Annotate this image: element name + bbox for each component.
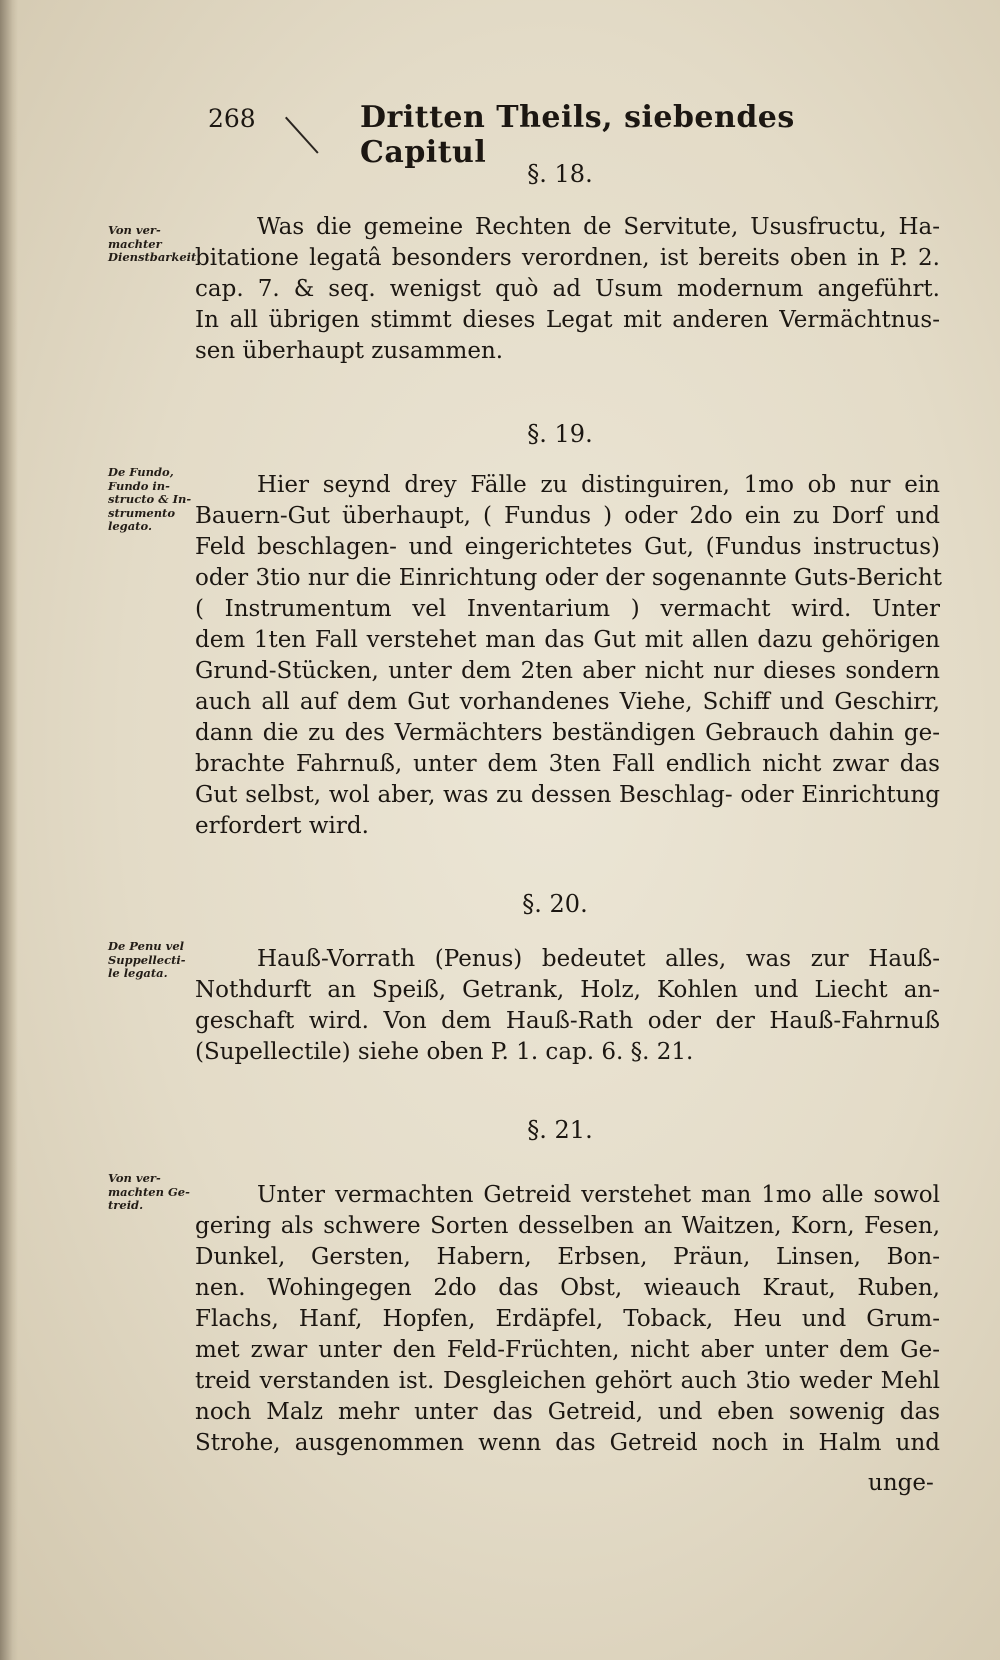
page-gutter-shadow [0,0,18,1660]
paragraph-20: Hauß-Vorrath (Penus) bedeutet alles, was zur Hauß- Nothdurft an Speiß, Getrank, Holz, Kohlen und Liecht an- geschaft wird. Von dem Hauß-Rath oder der Hauß-Fahrnuß (Supellectile) siehe oben P. 1. cap. 6. §. 21. [195,946,940,1065]
margin-note-19: De Fundo, Fundo in- structo & In- strumento legato. [108,465,192,533]
page-header [190,100,810,170]
paragraph-19: Hier seynd drey Fälle zu distinguiren, 1mo ob nur ein Bauern-Gut überhaupt, ( Fundus ) oder 2do ein zu Dorf und Feld beschlagen- und eingerichtetes Gut, (Fundus instructus) oder 3tio nur die Einrichtung oder der sogenannte Guts-Bericht ( Instrumentum vel Inventarium ) vermacht wird. Unter dem 1ten Fall verstehet man das Gut mit allen dazu gehörigen Grund-Stücken, unter dem 2ten aber nicht nur dieses sondern auch all auf dem Gut vorhandenes Viehe, Schiff und Geschirr, dann die zu des Vermächters beständigen Gebrauch dahin ge- brachte Fahrnuß, unter dem 3ten Fall endlich nicht zwar das Gut selbst, wol aber, was zu dessen Beschlag- oder Einrichtung erfordert wird. [195,472,942,839]
section-heading-21: §. 21. [527,1116,593,1144]
paragraph-18: Was die gemeine Rechten de Servitute, Ususfructu, Ha- bitatione legatâ besonders verordnen, ist bereits oben in P. 2. cap. 7. & seq. wenigst quò ad Usum modernum angeführt. In all übrigen stimmt dieses Legat mit anderen Vermächtnus- sen überhaupt zusammen. [195,214,940,364]
paragraph-21: Unter vermachten Getreid verstehet man 1mo alle sowol gering als schwere Sorten desselben an Waitzen, Korn, Fesen, Dunkel, Gersten, Habern, Erbsen, Präun, Linsen, Bon- nen. Wohingegen 2do das Obst, wieauch Kraut, Ruben, Flachs, Hanf, Hopfen, Erdäpfel, Toback, Heu und Grum- met zwar unter den Feld-Früchten, nicht aber unter dem Ge- treid verstanden ist. Desgleichen gehört auch 3tio weder Mehl noch Malz mehr unter das Getreid, und eben sowenig das Strohe, ausgenommen wenn das Getreid noch in Halm und [195,1182,940,1456]
margin-note-20: De Penu vel Suppellecti- le legata. [108,939,186,980]
margin-note-18: Von ver- machter Dienstbarkeit. [108,223,201,264]
section-heading-20: §. 20. [522,890,588,918]
section-heading-18: §. 18. [527,160,593,188]
page-number: 268 [208,104,256,133]
margin-note-21: Von ver- machten Ge- treid. [108,1171,190,1212]
catchword: unge- [868,1470,934,1496]
running-head: Dritten Theils, siebendes Capitul [360,100,795,170]
section-heading-19: §. 19. [527,420,593,448]
